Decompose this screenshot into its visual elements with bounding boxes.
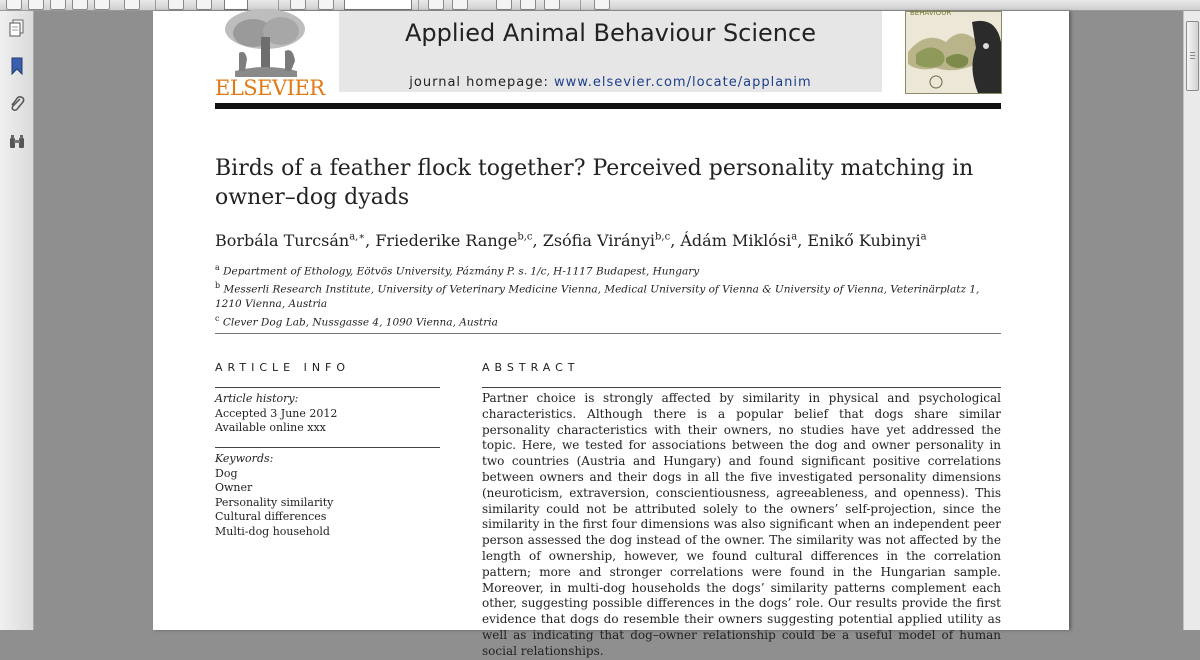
toolbar-button[interactable]	[124, 0, 140, 10]
sign-icon[interactable]	[594, 0, 610, 10]
zoom-in-icon[interactable]	[318, 0, 334, 10]
accepted-date: Accepted 3 June 2012	[215, 406, 338, 420]
article-info-heading: ARTICLE INFO	[215, 361, 351, 374]
search-icon[interactable]	[8, 133, 26, 151]
keyword: Owner	[215, 481, 253, 494]
keyword: Cultural differences	[215, 510, 327, 523]
bookmarks-icon[interactable]	[8, 57, 26, 75]
open-icon[interactable]	[6, 0, 22, 10]
document-page	[153, 9, 1069, 658]
article-history	[215, 392, 440, 436]
journal-title: Applied Animal Behaviour Science	[405, 19, 816, 47]
available-online: Available online xxx	[215, 421, 326, 434]
abstract-rule	[482, 387, 1001, 388]
journal-homepage-label: journal homepage:	[409, 75, 549, 90]
zoom-level-input[interactable]	[344, 0, 412, 10]
keywords	[215, 452, 440, 539]
next-page-icon[interactable]	[196, 0, 212, 10]
fit-width-icon[interactable]	[452, 0, 468, 10]
journal-header	[339, 11, 882, 92]
search-toolbar-icon[interactable]	[94, 0, 110, 10]
pages-icon[interactable]	[8, 19, 26, 37]
header-rule	[215, 103, 1001, 109]
article-title: Birds of a feather flock together? Perceived personality matching in owner–dog dyads	[215, 156, 974, 210]
zoom-out-icon[interactable]	[290, 0, 306, 10]
author: Borbála Turcsán$^{a,∗}$,	[215, 231, 376, 250]
affiliations	[215, 261, 1001, 330]
journal-homepage-url[interactable]: www.elsevier.com/locate/applanim	[554, 75, 812, 90]
abstract-text: Partner choice is strongly affected by similarity in physical and psychological characteristics. Although there is a popular belief that dogs share similar personality characteristics with their owners, no studies have yet addressed the topic. Here, we tested for associations between the dog and owner personality in two countries (Austria and Hungary) and found significant positive correlations between owners and their dogs in all the five investigated personality dimensions (neuroticism, extraversion, conscientiousness, agreeableness, and openness). This similarity could not be attributed solely to the owners’ self-projection, since the similarity in the first four dimensions was also significant when an independent peer person assessed the dog instead of the owner. The similarity was not affected by the length of ownership, however, we found cultural differences in the correlation pattern; more and stronger correlations were found in the Hungarian sample. Moreover, in multi-dog households the dogs’ similarity patterns complement each other, suggesting possible differences in the dogs’ role. Our results provide the first evidence that dogs do resemble their owners suggesting potential applied utility as well as indicating that dog–owner relationship could be a useful model of human social relationships.	[482, 391, 1001, 658]
keywords-label: Keywords:	[215, 452, 274, 465]
attachments-icon[interactable]	[8, 95, 26, 113]
journal-homepage	[339, 75, 882, 90]
snapshot-icon[interactable]	[544, 0, 560, 10]
viewer-toolbar	[0, 0, 1200, 11]
vertical-scrollbar[interactable]	[1183, 11, 1200, 630]
journal-cover	[905, 11, 1002, 94]
email-icon[interactable]	[72, 0, 88, 10]
cover-title: BEHAVIOUR	[910, 9, 952, 17]
history-label: Article history:	[215, 392, 299, 405]
cover-image	[906, 12, 1001, 93]
author: Ádám Miklósi$^a$,	[680, 231, 808, 250]
save-icon[interactable]	[50, 0, 66, 10]
article-info-rule	[215, 387, 440, 388]
keyword: Multi-dog household	[215, 524, 330, 538]
scrollbar-thumb[interactable]	[1186, 21, 1199, 91]
author: Enikő Kubinyi$^a$	[807, 231, 927, 250]
page-number-input[interactable]	[224, 0, 248, 10]
section-divider	[215, 333, 1001, 334]
elsevier-tree-logo	[215, 11, 315, 77]
keyword: Personality similarity	[215, 495, 334, 509]
affiliation: $^a$ Department of Ethology, Eötvös University, Pázmány P. s. 1/c, H-1117 Budapest, Hungary	[215, 263, 700, 278]
rotate-icon[interactable]	[496, 0, 512, 10]
author: Zsófia Virányi$^{b,c}$,	[542, 231, 681, 250]
navigation-panel	[0, 11, 34, 630]
elsevier-logo-text: ELSEVIER	[215, 76, 325, 100]
keywords-rule	[215, 447, 440, 448]
previous-page-icon[interactable]	[168, 0, 184, 10]
author-list	[215, 231, 1001, 250]
print-icon[interactable]	[28, 0, 44, 10]
author: Friederike Range$^{b,c}$,	[375, 231, 543, 250]
abstract-heading: ABSTRACT	[482, 361, 580, 374]
select-tool-icon[interactable]	[520, 0, 536, 10]
fit-page-icon[interactable]	[428, 0, 444, 10]
affiliation: $^b$ Messerli Research Institute, University of Veterinary Medicine Vienna, Medical University of Vienna & University of Vienna, Veterinärplatz 1, 1210 Vienna, Austria	[215, 281, 980, 310]
keyword: Dog	[215, 466, 238, 480]
affiliation: $^c$ Clever Dog Lab, Nussgasse 4, 1090 Vienna, Austria	[215, 313, 498, 328]
